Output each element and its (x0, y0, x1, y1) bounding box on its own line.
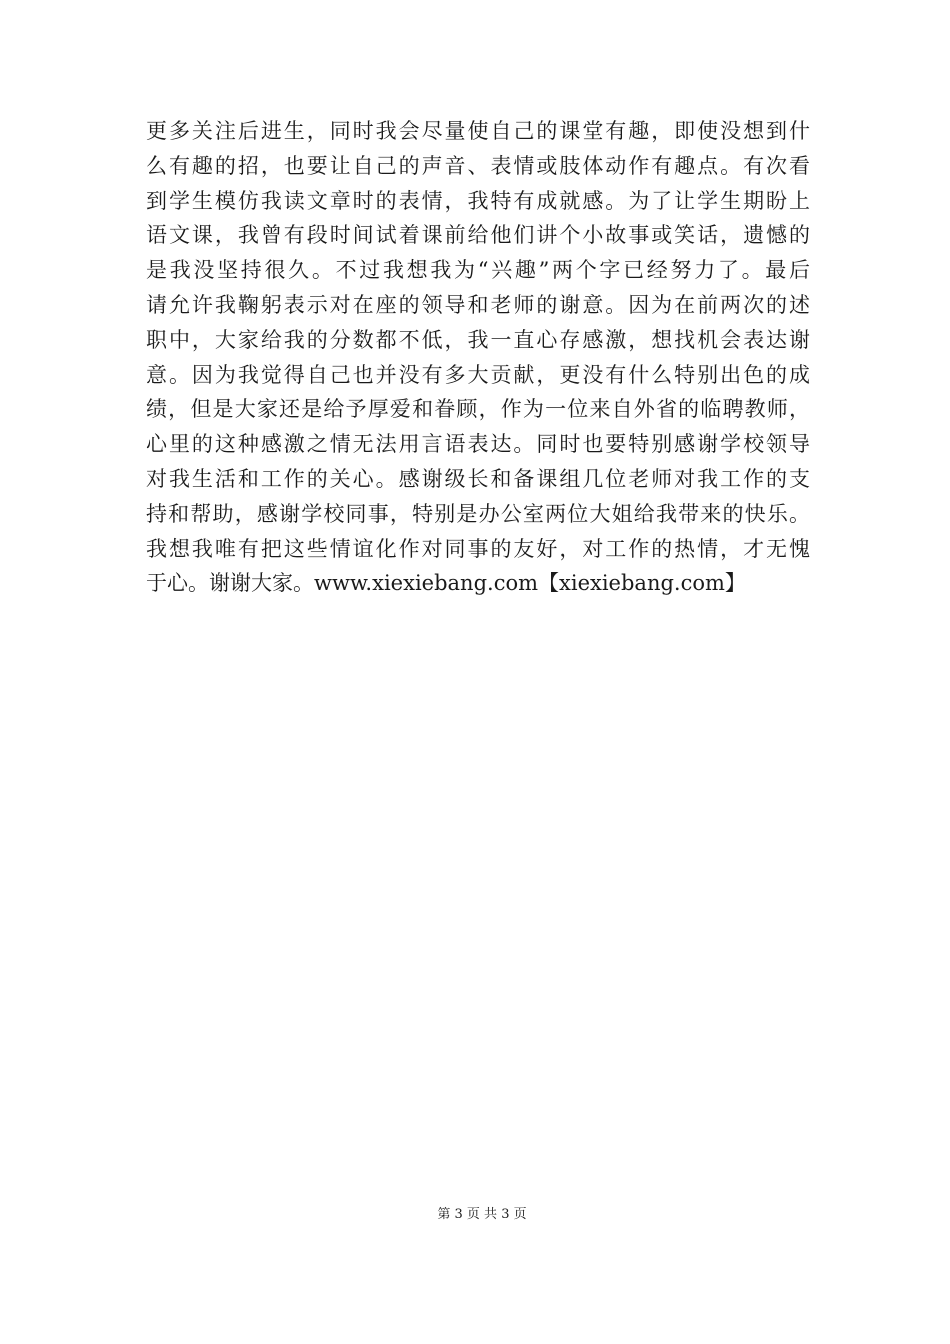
text-line: 心里的这种感激之情无法用言语表达。同时也要特别感谢学校领导 (146, 432, 810, 457)
text-line: 语文课，我曾有段时间试着课前给他们讲个小故事或笑话，遗憾的 (146, 223, 810, 248)
text-line: 么有趣的招，也要让自己的声音、表情或肢体动作有趣点。有次看 (146, 153, 810, 178)
text-line: 到学生模仿我读文章时的表情，我特有成就感。为了让学生期盼上 (146, 188, 810, 213)
text-line: 于心。谢谢大家。www.xiexiebang.com【xiexiebang.com】 (146, 571, 746, 596)
text-line: 职中，大家给我的分数都不低，我一直心存感激，想找机会表达谢 (146, 327, 810, 352)
text-line: 持和帮助，感谢学校同事，特别是办公室两位大姐给我带来的快乐。 (146, 501, 810, 526)
text-line: 请允许我鞠躬表示对在座的领导和老师的谢意。因为在前两次的述 (146, 292, 810, 317)
text-line: 我想我唯有把这些情谊化作对同事的友好，对工作的热情，才无愧 (146, 536, 810, 561)
text-line: 绩，但是大家还是给予厚爱和眷顾，作为一位来自外省的临聘教师， (146, 397, 810, 422)
body-paragraph (146, 114, 810, 601)
text-line: 是我没坚持很久。不过我想我为“兴趣”两个字已经努力了。最后 (146, 258, 810, 283)
text-line: 更多关注后进生，同时我会尽量使自己的课堂有趣，即使没想到什 (146, 119, 810, 143)
page-number-footer: 第 3 页 共 3 页 (437, 1207, 527, 1222)
text-line: 意。因为我觉得自己也并没有多大贡献，更没有什么特别出色的成 (146, 362, 810, 387)
text-line: 对我生活和工作的关心。感谢级长和备课组几位老师对我工作的支 (146, 466, 810, 491)
